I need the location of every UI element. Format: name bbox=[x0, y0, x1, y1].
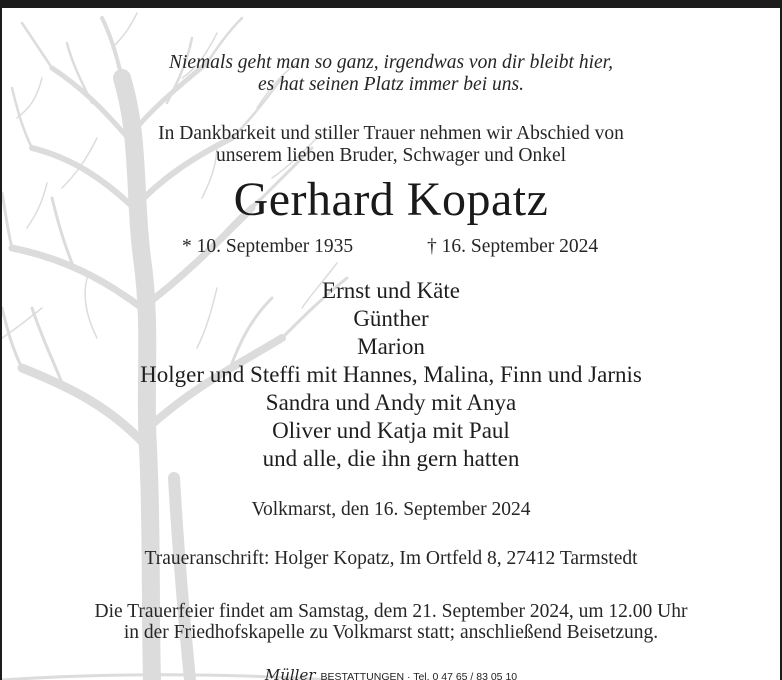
ceremony-line-1: Die Trauerfeier findet am Samstag, dem 21. September 2024, um 12.00 Uhr bbox=[94, 601, 688, 622]
intro-line-2: unserem lieben Bruder, Schwager und Onkel bbox=[215, 145, 567, 166]
mourner-line: Ernst und Käte bbox=[322, 278, 460, 303]
deceased-name: Gerhard Kopatz bbox=[233, 173, 549, 226]
funeral-home-contact: BESTATTUNGEN · Tel. 0 47 65 / 83 05 10 bbox=[320, 671, 518, 680]
ceremony-line-2: in der Friedhofskapelle zu Volkmarst statt; anschließend Beisetzung. bbox=[123, 622, 659, 643]
mourner-line: Holger und Steffi mit Hannes, Malina, Finn und Jarnis bbox=[140, 362, 642, 387]
funeral-home-signature: Müller bbox=[264, 666, 316, 680]
funeral-home-footer bbox=[2, 666, 780, 680]
intro-line-1: In Dankbarkeit und stiller Trauer nehmen wir Abschied von bbox=[158, 123, 624, 144]
mourner-line: Oliver und Katja mit Paul bbox=[272, 418, 510, 443]
mourner-line: Günther bbox=[353, 306, 429, 331]
mourning-address: Traueranschrift: Holger Kopatz, Im Ortfeld 8, 27412 Tarmstedt bbox=[144, 548, 638, 569]
quote-line-2: es hat seinen Platz immer bei uns. bbox=[258, 74, 524, 95]
quote-line-1: Niemals geht man so ganz, irgendwas von dir bleibt hier, bbox=[169, 52, 613, 73]
mourner-line: Sandra und Andy mit Anya bbox=[265, 390, 517, 415]
mourner-line: und alle, die ihn gern hatten bbox=[262, 446, 520, 471]
notice-text bbox=[2, 8, 780, 680]
place-date: Volkmarst, den 16. September 2024 bbox=[251, 499, 531, 520]
mourner-line: Marion bbox=[357, 334, 425, 359]
birth-date: * 10. September 1935 bbox=[182, 236, 354, 257]
life-dates bbox=[2, 236, 780, 260]
death-date: † 16. September 2024 bbox=[427, 236, 599, 257]
